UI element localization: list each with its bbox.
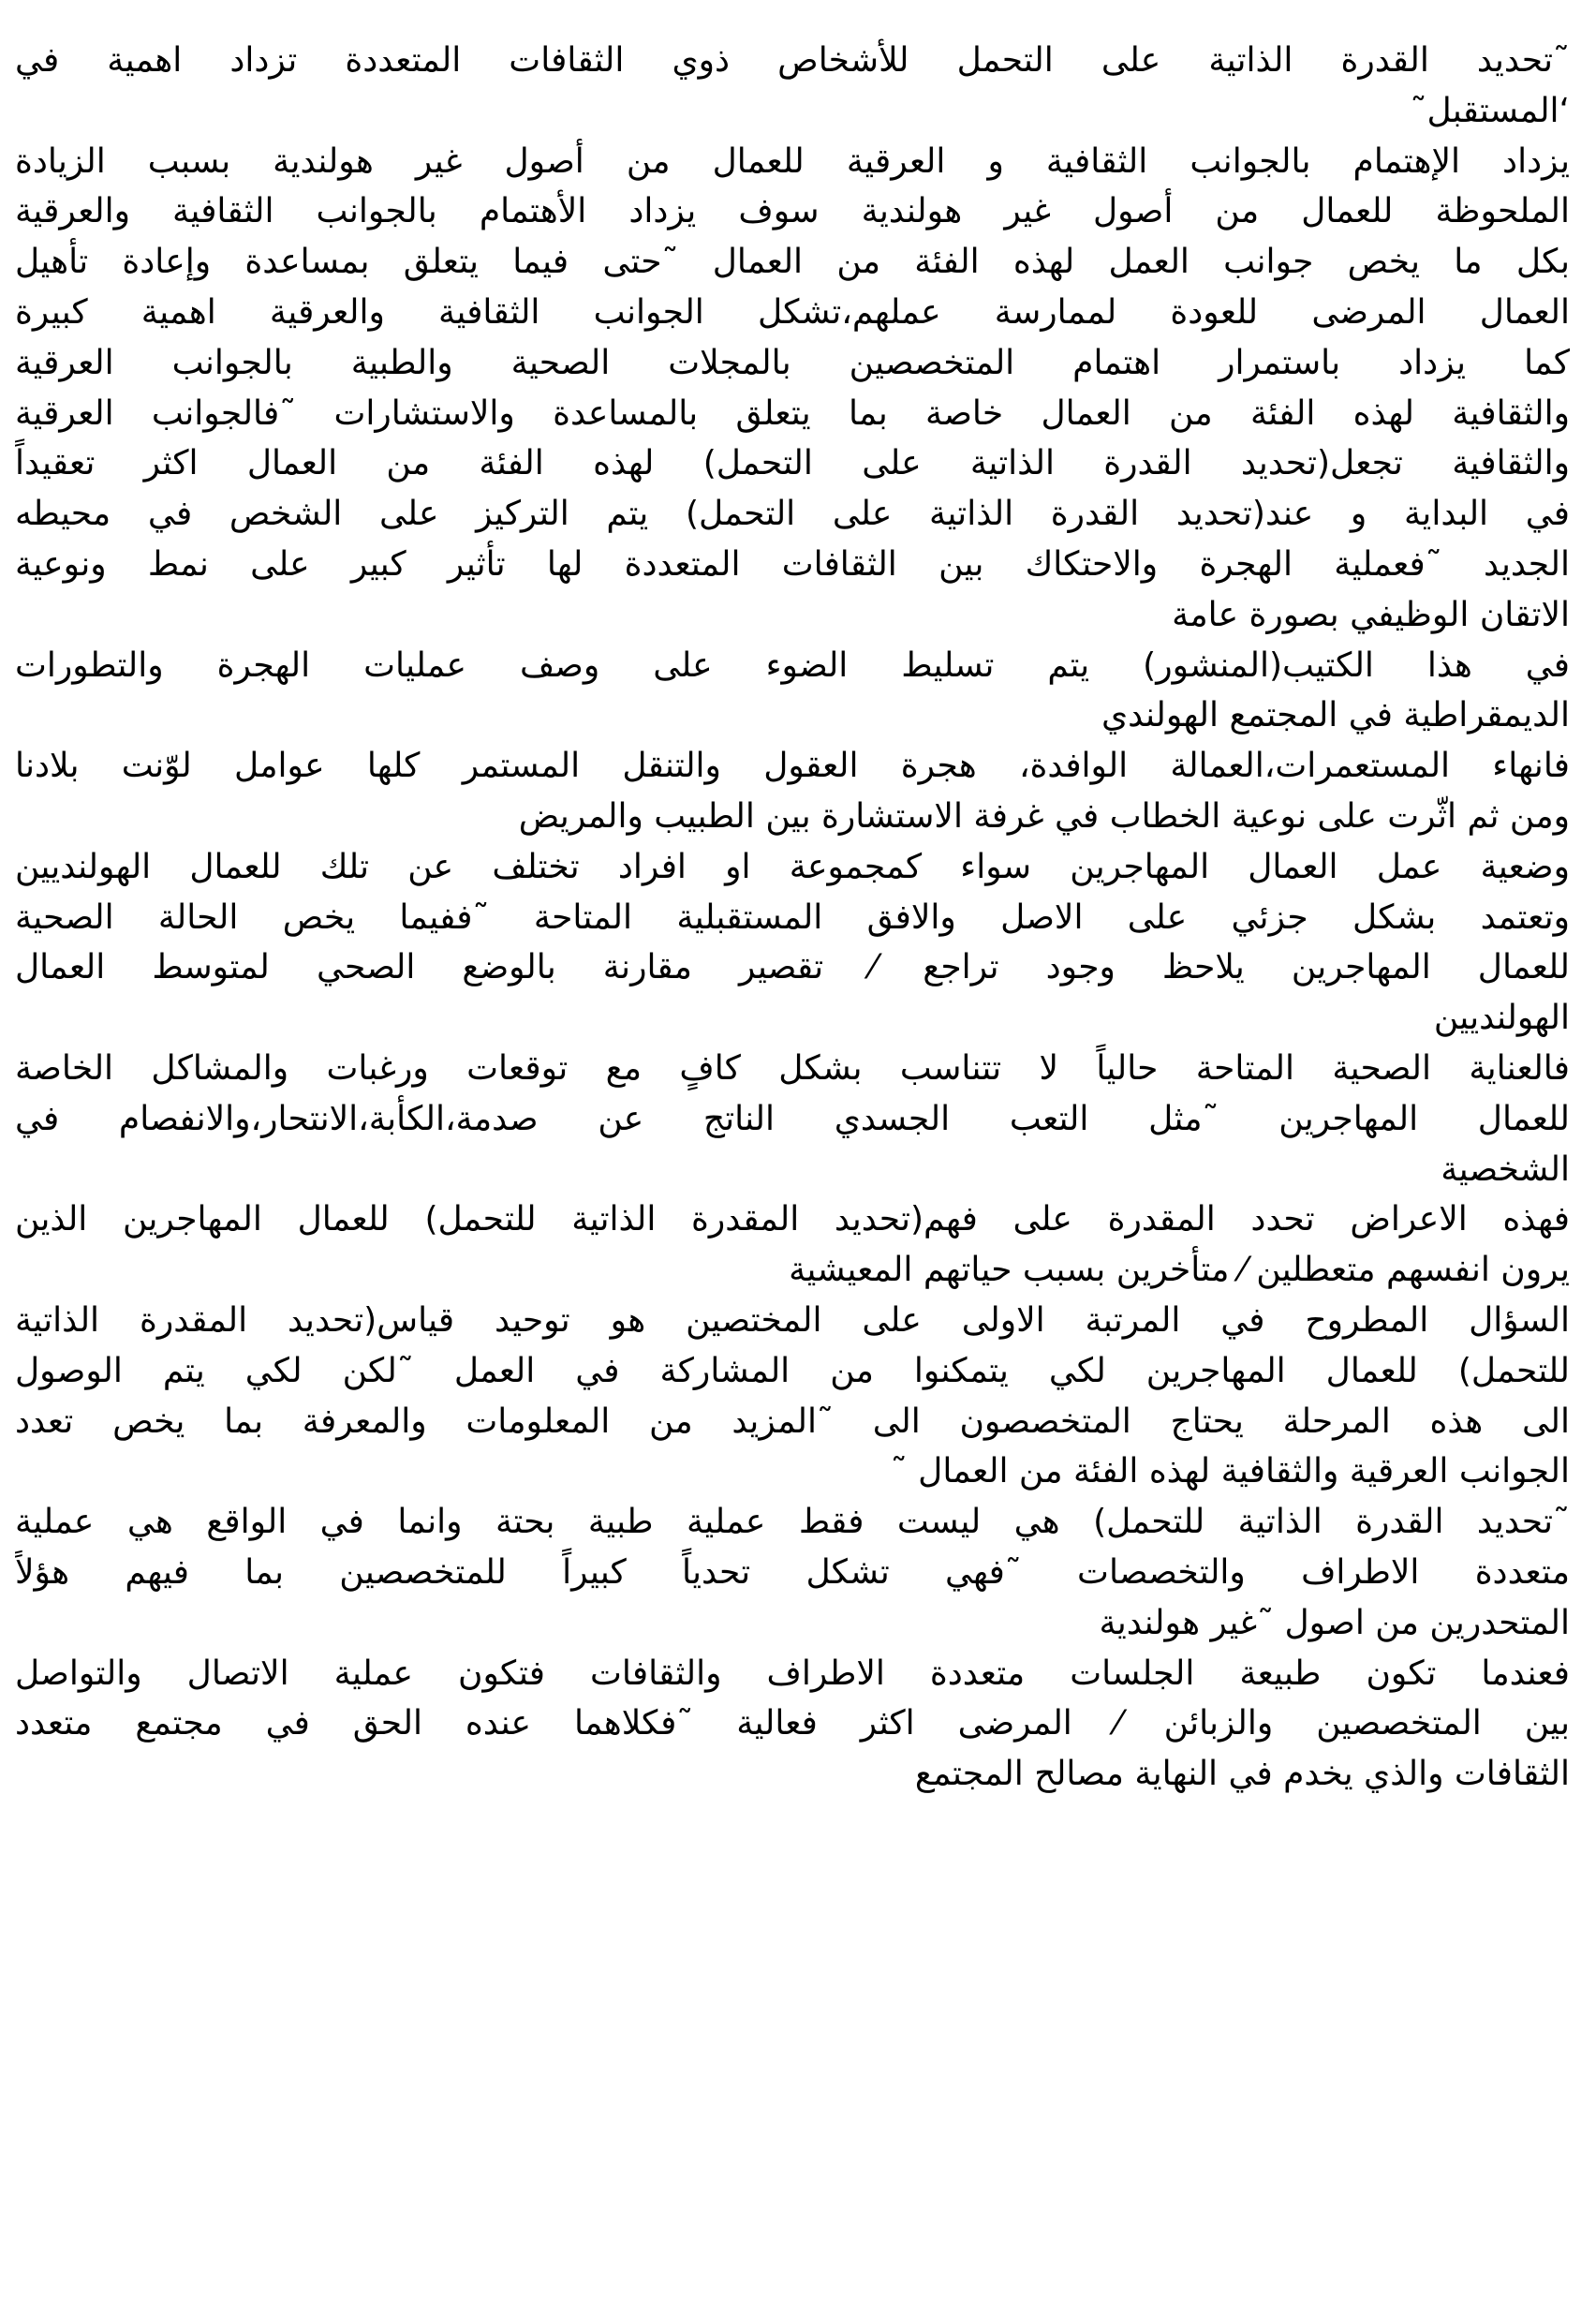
- line-18: وتعتمد بشكل جزئي على الاصل والافق المستقبلية المتاحة‌ ˜ففيما يخص الحالة الصحية: [15, 897, 1570, 937]
- line-3: يزداد الإهتمام بالجوانب الثقافية و العرقية للعمال من أصول غير هولندية‌ بسبب الزيادة: [15, 141, 1570, 181]
- line-11: الجديد‌ ˜فعملية الهجرة والاحتكاك بين الثقافات المتعددة لها تأثير كبير على نمط ونوعية: [15, 544, 1570, 584]
- line-22: للعمال المهاجرين ˜مثل التعب الجسدي الناتج عن صدمة،الكأبة،الانتحار،والانفصام في: [15, 1099, 1570, 1138]
- line-20: الهولنديين‌: [1433, 999, 1570, 1038]
- line-24: فهذه الاعراض تحدد المقدرة على فهم(تحديد المقدرة الذاتية للتحمل) للعمال المهاجرين الذين: [15, 1200, 1570, 1239]
- line-7: كما يزداد باستمرار اهتمام المتخصصين بالمجلات الصحية والطبية بالجوانب العرقية: [15, 343, 1570, 382]
- line-8: والثقافية لهذه الفئة من العمال خاصة بما يتعلق بالمساعدة والاستشارات‌ ˜فالجوانب العرقية: [15, 393, 1570, 433]
- line-1: ˜تحديد القدرة الذاتية على التحمل للأشخاص ذوي الثقافات المتعددة تزداد اهمية في: [15, 41, 1570, 80]
- line-33: فعندما تكون طبيعة الجلسات متعددة الاطراف والثقافات فتكون عملية الاتصال والتواصل: [15, 1654, 1570, 1693]
- line-29: الجوانب العرقية والثقافية لهذه الفئة من العمال‌ ˜: [890, 1452, 1570, 1491]
- line-13: في هذا الكتيب(المنشور) يتم تسليط الضوء على وصف عمليات الهجرة والتطورات: [15, 645, 1570, 685]
- line-31: متعددة الاطراف والتخصصات‌ ˜فهي تشكل تحدياً كبيراً للمتخصصين بما فيهم هؤلاً: [15, 1552, 1570, 1592]
- line-15: فانهاء المستعمرات،العمالة الوافدة، هجرة العقول والتنقل المستمر كلها عوامل لوّنت بلادنا: [15, 747, 1570, 786]
- line-4: الملحوظة للعمال من أصول غير هولندية سوف يزداد الأهتمام بالجوانب الثقافية والعرقية: [15, 192, 1570, 231]
- line-9: والثقافية تجعل(تحديد القدرة الذاتية على التحمل) لهذه الفئة من العمال اكثر تعقيداً‌: [15, 444, 1570, 483]
- line-27: للتحمل) للعمال المهاجرين لكي يتمكنوا من المشاركة في العمل‌ ˜لكن لكي يتم الوصول: [15, 1351, 1570, 1390]
- line-28: الى هذه المرحلة يحتاج المتخصصون الى ˜المزيد من المعلومات والمعرفة بما يخص تعدد: [15, 1402, 1570, 1441]
- line-14: الديمقراطية في المجتمع الهولندي‌: [1101, 696, 1570, 735]
- line-35: الثقافات والذي يخدم في النهاية مصالح المجتمع‌: [914, 1755, 1570, 1794]
- line-30: ˜تحديد القدرة الذاتية للتحمل) هي ليست فقط عملية طبية بحتة وانما في الواقع هي عملية: [15, 1503, 1570, 1542]
- line-32: المتحدرين من اصول ˜غير هولندية‌: [1099, 1603, 1570, 1642]
- line-12: الاتقان الوظيفي بصورة عامة‌: [1172, 595, 1570, 634]
- document-body: [15, 36, 1570, 1800]
- line-19: للعمال المهاجرين يلاحظ وجود تراجع ⁄ تقصير مقارنة بالوضع الصحي لمتوسط العمال: [15, 948, 1570, 987]
- line-6: العمال المرضى للعودة لممارسة عملهم،تشكل الجوانب الثقافية والعرقية اهمية كبيرة‌: [15, 292, 1570, 332]
- line-5: بكل ما يخص جوانب العمل لهذه الفئة من العمال‌ ˜حتى فيما يتعلق بمساعدة وإعادة تأهيل: [15, 243, 1570, 282]
- line-17: وضعية عمل العمال المهاجرين سواء كمجموعة او افراد تختلف عن تلك للعمال الهولنديين: [15, 847, 1570, 886]
- line-34: بين المتخصصين والزبائن ⁄ المرضى اكثر فعالية‌ ˜فكلاهما عنده الحق في مجتمع متعدد: [15, 1704, 1570, 1743]
- line-16: ومن ثم اثّرت على نوعية الخطاب في غرفة الاستشارة بين الطبيب والمريض‌: [518, 796, 1570, 836]
- line-23: الشخصية‌: [1441, 1150, 1570, 1189]
- line-2: ‘المستقبل˜: [1410, 91, 1570, 130]
- line-26: السؤال المطروح في المرتبة الاولى على المختصين هو توحيد قياس(تحديد المقدرة الذاتية: [15, 1300, 1570, 1340]
- line-10: في البداية و عند(تحديد القدرة الذاتية على التحمل) يتم التركيز على الشخص في محيطه: [15, 495, 1570, 534]
- line-25: يرون انفسهم متعطلين ⁄ متأخرين بسبب حياتهم المعيشية‌: [789, 1251, 1570, 1290]
- line-21: فالعناية الصحية المتاحة حالياً لا تتناسب بشكل كافٍ مع توقعات ورغبات والمشاكل الخاصة: [15, 1048, 1570, 1088]
